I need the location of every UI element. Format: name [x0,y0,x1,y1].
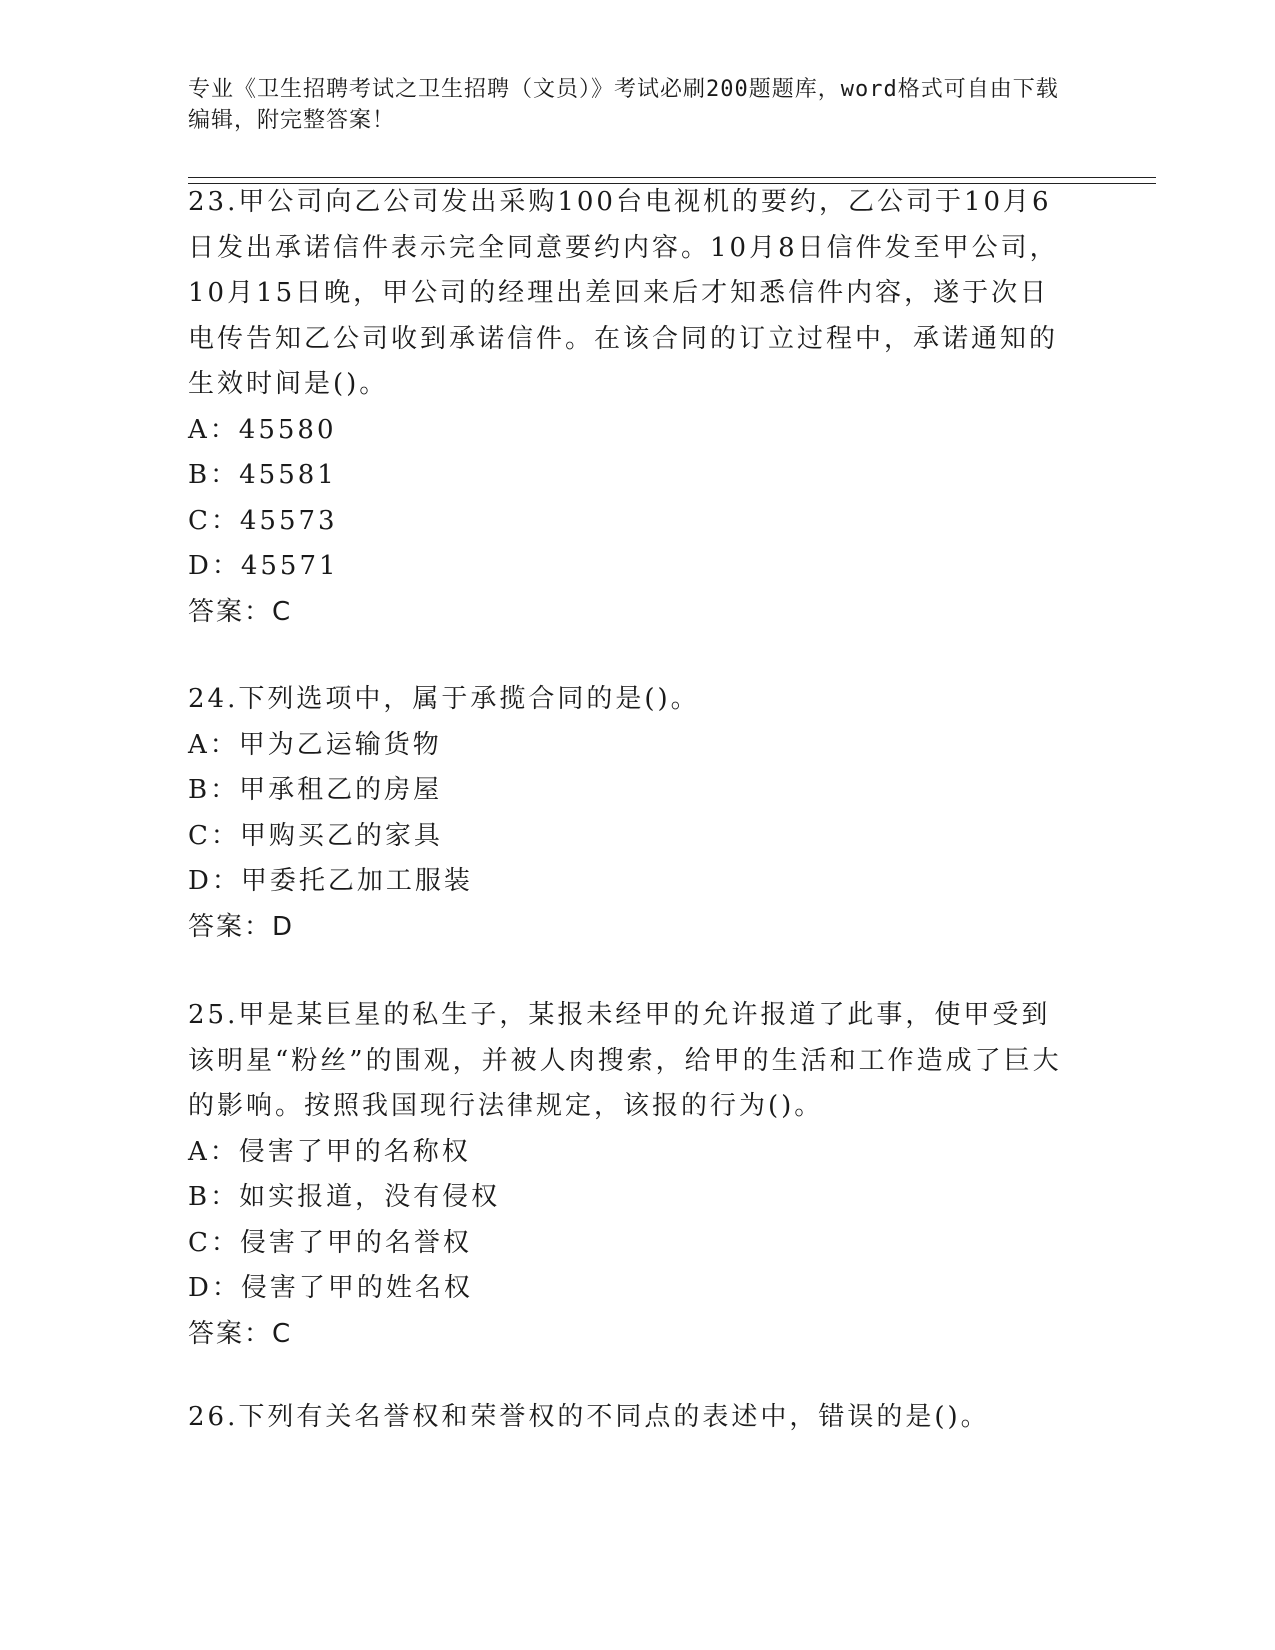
header-divider-top [188,177,1156,178]
option-b: B：45581 [188,460,337,490]
option-c: C：45573 [188,505,338,536]
answer-line: 答案：C [188,1318,293,1349]
question-25 [188,993,1078,1357]
option-b: B：甲承租乙的房屋 [188,775,443,805]
option-d: D：甲委托乙加工服装 [188,866,473,896]
option-a: A：侵害了甲的名称权 [188,1136,471,1167]
option-a: A：45580 [188,414,337,445]
question-23 [188,180,1078,635]
option-d: D：侵害了甲的姓名权 [188,1273,473,1303]
option-a: A：甲为乙运输货物 [188,729,442,760]
document-header: 专业《卫生招聘考试之卫生招聘（文员）》考试必刷200题题库，word格式可自由下载编辑，附完整答案！ [188,77,1059,133]
question-24 [188,677,1078,950]
question-stem: 24.下列选项中，属于承揽合同的是()。 [188,684,700,714]
question-stem: 23.甲公司向乙公司发出采购100台电视机的要约，乙公司于10月6日发出承诺信件表示完全同意要约内容。10月8日信件发至甲公司，10月15日晚，甲公司的经理出差回来后才知悉信件内容，遂于次日电传告知乙公司收到承诺信件。在该合同的订立过程中，承诺通知的生效时间是()。 [188,187,1059,399]
option-c: C：侵害了甲的名誉权 [188,1227,472,1258]
option-b: B：如实报道，没有侵权 [188,1182,501,1212]
option-c: C：甲购买乙的家具 [188,820,443,851]
question-stem: 26.下列有关名誉权和荣誉权的不同点的表述中，错误的是()。 [188,1402,990,1432]
option-d: D：45571 [188,551,339,581]
question-26 [188,1395,1078,1441]
answer-line: 答案：C [188,596,293,627]
question-stem: 25.甲是某巨星的私生子，某报未经甲的允许报道了此事，使甲受到该明星“粉丝”的围观，并被人肉搜索，给甲的生活和工作造成了巨大的影响。按照我国现行法律规定，该报的行为()。 [188,1000,1062,1121]
answer-line: 答案：D [188,911,295,942]
